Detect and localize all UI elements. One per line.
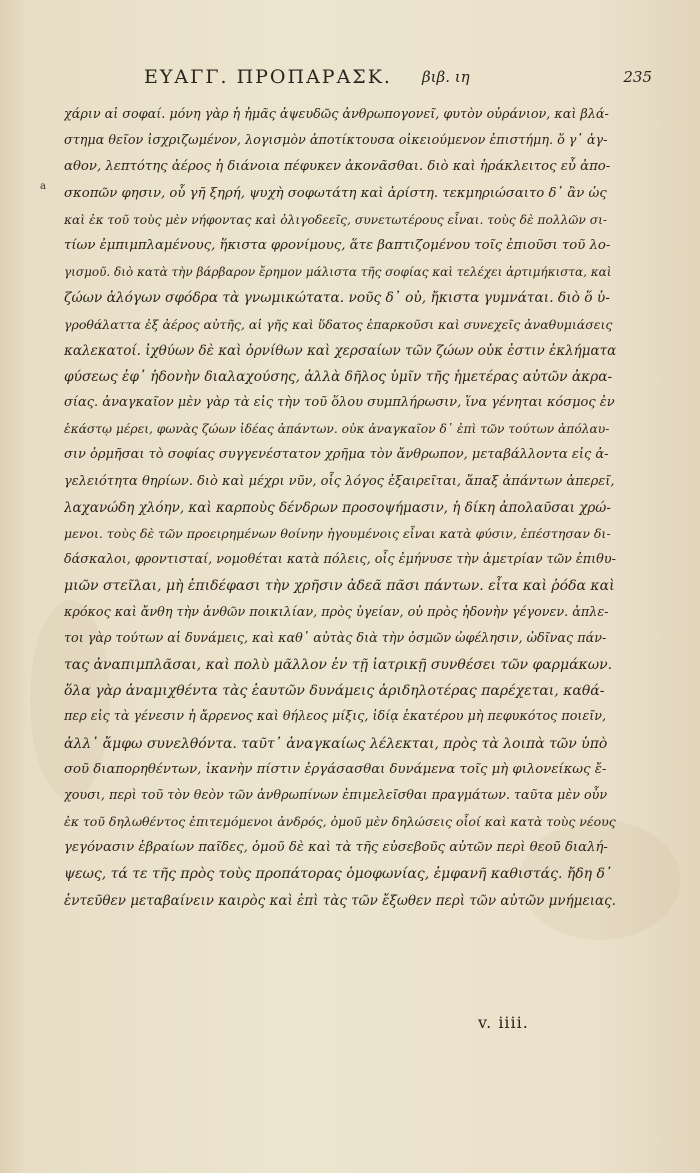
text-line: σίας. ἀναγκαῖον μὲν γὰρ τὰ εἰς τὴν τοῦ ὅλου συμπλήρωσιν, ἵνα γένηται κόσμος ἐν <box>64 395 615 411</box>
signature-mark: v. iiii. <box>478 1013 529 1032</box>
text-line: ἀλλ᾽ ἄμφω συνελθόντα. ταῦτ᾽ ἀναγκαίως λέλεκται, πρὸς τὰ λοιπὰ τῶν ὑπὸ <box>64 735 608 752</box>
text-line: ὅλα γὰρ ἀναμιχθέντα τὰς ἑαυτῶν δυνάμεις ἀριδηλοτέρας παρέχεται, καθά- <box>64 683 605 700</box>
text-line: καὶ ἐκ τοῦ τοὺς μὲν νήφοντας καὶ ὀλιγοδεεῖς, συνετωτέρους εἶναι. τοὺς δὲ πολλῶν σι- <box>64 212 608 227</box>
text-line: γισμοῦ. διὸ κατὰ τὴν βάρβαρον ἔρημον μάλιστα τῆς σοφίας καὶ τελέχει ἀρτιμήκιστα, καὶ <box>64 265 612 280</box>
text-line: φύσεως ἐφ᾽ ἡδονὴν διαλαχούσης, ἀλλὰ δῆλος ὑμῖν τῆς ἡμετέρας αὐτῶν ἀκρα- <box>64 368 613 385</box>
book-reference: βιβ. ιη <box>422 68 470 86</box>
text-line: ἐκ τοῦ δηλωθέντος ἐπιτεμόμενοι ἀνδρός, ὁμοῦ μὲν δηλώσεις οἷοί καὶ κατὰ τοὺς νέους <box>64 814 616 830</box>
text-line: ἐντεῦθεν μεταβαίνειν καιρὸς καὶ ἐπὶ τὰς τῶν ἔξωθεν περὶ τῶν αὐτῶν μνήμειας. <box>64 892 616 909</box>
text-line: μιῶν στεῖλαι, μὴ ἐπιδέφασι τὴν χρῆσιν ἀδεᾶ πᾶσι πάντων. εἶτα καὶ ῥόδα καὶ <box>64 578 615 595</box>
text-line: αθον, λεπτότης ἀέρος ἡ διάνοια πέφυκεν ἀκονᾶσθαι. διὸ καὶ ἡράκλειτος εὖ ἀπο- <box>64 159 611 175</box>
text-line: τοι γὰρ τούτων αἱ δυνάμεις, καὶ καθ᾽ αὐτὰς διὰ τὴν ὀσμῶν ὠφέλησιν, ὠδῖνας πάν- <box>64 630 607 646</box>
text-line: ζώων ἀλόγων σφόδρα τὰ γνωμικώτατα. νοῦς δ᾽ οὐ, ἤκιστα γυμνάται. διὸ ὅ ὑ- <box>64 290 610 307</box>
text-line: τίων ἐμπιμπλαμένους, ἥκιστα φρονίμους, ἅτε βαπτιζομένου τοῖς ἐπιοῦσι τοῦ λο- <box>64 237 611 253</box>
text-line: χουσι, περὶ τοῦ τὸν θεὸν τῶν ἀνθρωπίνων ἐπιμελεῖσθαι πραγμάτων. ταῦτα μὲν οὖν <box>64 787 608 803</box>
page-header <box>60 66 680 94</box>
text-line: τας ἀναπιμπλᾶσαι, καὶ πολὺ μᾶλλον ἐν τῇ ἰατρικῇ συνθέσει τῶν φαρμάκων. <box>64 656 613 673</box>
text-line: σιν ὁρμῆσαι τὸ σοφίας συγγενέστατον χρῆμα τὸν ἄνθρωπον, μεταβάλλοντα εἰς ἀ- <box>64 447 609 463</box>
text-line: χάριν αἱ σοφαί. μόνη γὰρ ἡ ἡμᾶς ἀψευδῶς ἀνθρωπογονεῖ, φυτὸν οὐράνιον, καὶ βλά- <box>64 107 609 122</box>
text-line: δάσκαλοι, φροντισταί, νομοθέται κατὰ πόλεις, οἷς ἐμήνυσε τὴν ἀμετρίαν τῶν ἐπιθυ- <box>64 552 616 568</box>
text-line: γεγόνασιν ἑβραίων παῖδες, ὁμοῦ δὲ καὶ τὰ τῆς εὐσεβοῦς αὐτῶν περὶ θεοῦ διαλή- <box>64 840 608 856</box>
running-head: ΕΥΑΓΓ. ΠΡΟΠΑΡΑΣΚ. <box>144 66 392 88</box>
text-line: κρόκος καὶ ἄνθη τὴν ἀνθῶν ποικιλίαν, πρὸς ὑγείαν, οὐ πρὸς ἡδονὴν γέγονεν. ἀπλε- <box>64 604 609 620</box>
text-line: σοῦ διαπορηθέντων, ἱκανὴν πίστιν ἐργάσασθαι δυνάμενα τοῖς μὴ φιλονείκως ἔ- <box>64 761 607 777</box>
text-line: γελειότητα θηρίων. διὸ καὶ μέχρι νῦν, οἷς λόγος ἐξαιρεῖται, ἅπαξ ἀπάντων ἀπερεῖ, <box>64 473 615 489</box>
text-line: ψεως, τά τε τῆς πρὸς τοὺς προπάτορας ὁμοφωνίας, ἐμφανῆ καθιστάς. ἤδη δ᾽ <box>64 866 612 883</box>
text-line: καλεκατοί. ἰχθύων δὲ καὶ ὀρνίθων καὶ χερσαίων τῶν ζώων οὐκ ἐστιν ἐκλήματα <box>64 342 616 359</box>
text-line: περ εἰς τὰ γένεσιν ἡ ἄρρενος καὶ θήλεος μίξις, ἰδίᾳ ἑκατέρου μὴ πεφυκότος ποιεῖν, <box>64 709 607 725</box>
text-line: στημα θεῖον ἰσχριζωμένον, λογισμὸν ἀποτίκτουσα οἰκειούμενον ἐπιστήμη. ὅ γ᾽ ἀγ- <box>64 133 608 149</box>
text-line: σκοπῶν φησιν, οὗ γῆ ξηρή, ψυχὴ σοφωτάτη καὶ ἀρίστη. τεκμηριώσαιτο δ᾽ ἂν ὡς <box>64 185 607 201</box>
margin-mark: a <box>40 181 46 192</box>
body-text <box>64 102 616 914</box>
text-line: μενοι. τοὺς δὲ τῶν προειρημένων θοίνην ἡγουμένοις εἶναι κατὰ φύσιν, ἐπέστησαν δι- <box>64 526 611 541</box>
page-number: 235 <box>623 68 652 86</box>
text-line: γροθάλαττα ἐξ ἀέρος αὐτῆς, αἱ γῆς καὶ ὕδατος ἐπαρκοῦσι καὶ συνεχεῖς ἀναθυμιάσεις <box>64 316 613 332</box>
text-line: λαχανώδη χλόην, καὶ καρποὺς δένδρων προσοψήμασιν, ἡ δίκη ἀπολαῦσαι χρώ- <box>64 499 611 516</box>
text-line: ἑκάστῳ μέρει, φωνὰς ζώων ἰδέας ἀπάντων. οὐκ ἀναγκαῖον δ᾽ ἐπὶ τῶν τούτων ἀπόλαυ- <box>64 422 610 437</box>
